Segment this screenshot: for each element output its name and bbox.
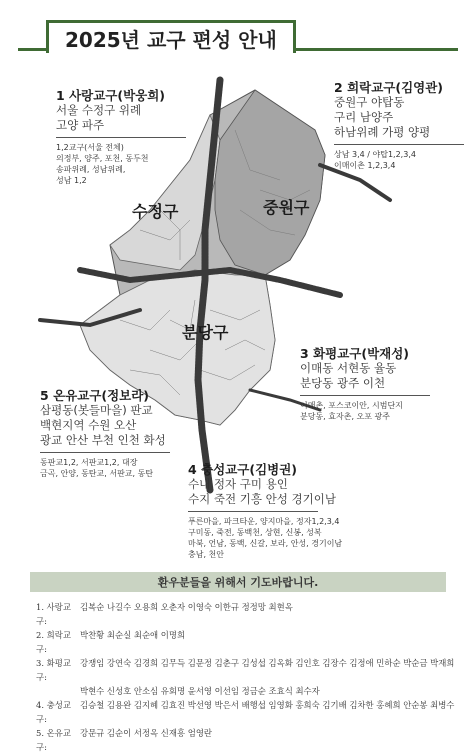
region-label-sujeong: 수정구 (132, 202, 179, 221)
district-1-sub-3: 송파위례, 성남위례, (56, 165, 126, 174)
title-section (18, 14, 458, 58)
district-2-area-3: 하남위례 가평 양평 (334, 125, 431, 139)
district-1-sub-1: 1,2교구(서울 전체) (56, 143, 124, 152)
list-item: 4. 충성교구: 김승철 김용완 김지혜 김효진 박선영 박은서 배행섭 임영화 홍희숙 김기배 김차한 홍혜희 안순봉 최병수 (36, 700, 455, 724)
district-1-sub-4: 성남 1,2 (56, 176, 87, 185)
prayer-list (36, 600, 456, 754)
district-4-area-1: 수내 정자 구미 용인 (188, 477, 288, 491)
district-3-rule (300, 395, 430, 396)
district-4-head: 4 충성교구(김병권) (188, 462, 298, 477)
district-3-area-1: 이매동 서현동 율동 (300, 361, 397, 375)
district-3-head: 3 화평교구(박재성) (300, 346, 410, 361)
district-1 (56, 88, 186, 186)
district-5-rule (40, 452, 170, 453)
list-item: 2. 희락교구: 박찬황 최순실 최순애 이명희 (36, 630, 186, 654)
district-5-area-1: 삼평동(봇들마을) 판교 (40, 403, 153, 417)
district-5-head: 5 온유교구(정보라) (40, 388, 150, 403)
district-1-sub-2: 의정부, 양주, 포천, 동두천 (56, 154, 149, 163)
list-item: 1. 사랑교구: 김복순 나길수 오용희 오춘자 이영숙 이한규 정정망 최현옥 (36, 602, 293, 626)
district-2-head: 2 희락교구(김영관) (334, 80, 444, 95)
list-item: 3. 화평교구: 강쟁임 강연숙 김경희 김무득 김문정 김춘구 김성섭 김옥화 김인호 김장수 김정애 민하순 박순금 박재희 (36, 658, 455, 682)
district-1-area-1: 서울 수정구 위례 (56, 103, 142, 117)
district-5-area-3: 광교 안산 부천 인천 화성 (40, 433, 166, 447)
district-1-rule (56, 137, 186, 138)
page-title: 2025년 교구 편성 안내 (46, 20, 296, 53)
district-2-sub-1: 상남 3,4 / 야탑1,2,3,4 (334, 150, 416, 159)
district-5 (40, 388, 170, 479)
district-3-sub-1: 이매촌, 포스코이안, 시범단지 (300, 401, 403, 410)
district-2-area-1: 중원구 야탑동 (334, 95, 405, 109)
district-1-head: 1 사랑교구(박웅희) (56, 88, 166, 103)
district-4-area-2: 수지 죽전 기흥 안성 경기이남 (188, 492, 336, 506)
district-2-sub-2: 이매이촌 1,2,3,4 (334, 161, 396, 170)
district-4-sub-2: 구미동, 죽전, 동백천, 상현, 신봉, 성복 (188, 528, 322, 537)
list-item: 박현수 신성호 안소심 유회명 윤서영 이선임 정금순 조효식 최수자 (80, 686, 320, 696)
region-label-bundang: 분당구 (182, 323, 229, 342)
district-1-area-2: 고양 파주 (56, 118, 105, 132)
district-3-sub-2: 분당동, 효자촌, 오포 광주 (300, 412, 390, 421)
district-4 (188, 462, 342, 560)
district-2-rule (334, 144, 464, 145)
district-4-sub-4: 충남, 천안 (188, 550, 224, 559)
district-3 (300, 346, 430, 422)
district-2-area-2: 구리 남양주 (334, 110, 394, 124)
district-3-area-2: 분당동 광주 이천 (300, 376, 386, 390)
district-4-rule (188, 511, 318, 512)
district-2 (334, 80, 464, 171)
prayer-banner: 환우분들을 위해서 기도바랍니다. (30, 572, 446, 592)
district-4-sub-3: 마북, 언남, 동백, 신갈, 보라, 안성, 경기이남 (188, 539, 343, 548)
district-4-sub-1: 푸른마을, 파크타운, 양지마을, 정자1,2,3,4 (188, 517, 340, 526)
district-5-sub-2: 금곡, 안양, 동탄교, 서판교, 동탄 (40, 469, 154, 478)
district-5-area-2: 백현지역 수원 오산 (40, 418, 137, 432)
region-label-jungwon: 중원구 (263, 198, 310, 217)
list-item: 5. 온유교구: 강문규 김순이 서정옥 신재흥 엄영란 (36, 728, 213, 752)
district-5-sub-1: 동판교1,2, 서판교1,2, 대장 (40, 458, 138, 467)
